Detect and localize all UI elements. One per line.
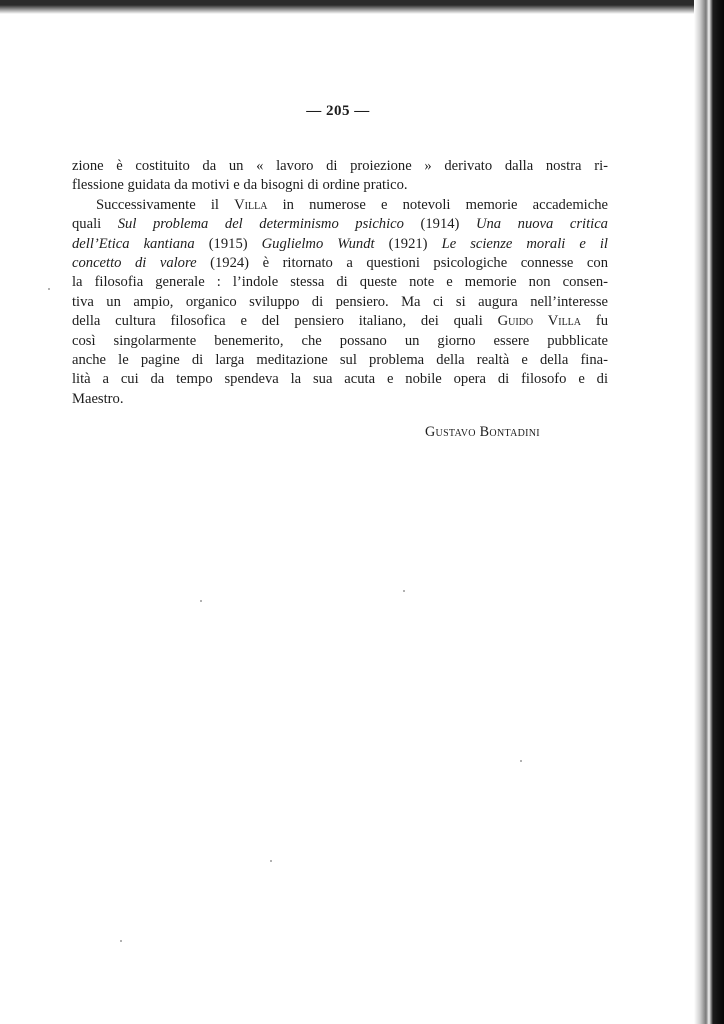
text-line: Successivamente il Villa in numerose e notevoli memorie accademiche <box>96 196 608 213</box>
scan-speck <box>120 940 122 942</box>
text-line: zione è costituito da un « lavoro di proiezione » derivato dalla nostra ri- <box>72 158 608 174</box>
work-title: Sul problema del determinismo psichico <box>117 216 404 233</box>
book-binding-edge <box>694 0 724 1024</box>
page-top-edge <box>0 0 700 14</box>
body-text <box>72 157 608 409</box>
scan-speck <box>48 288 50 290</box>
work-title: Le scienze morali e il <box>441 235 608 252</box>
scan-speck <box>403 590 405 592</box>
author-name: Guido Villa <box>497 313 582 330</box>
text-line: Maestro. <box>72 390 124 407</box>
text-line: tiva un ampio, organico sviluppo di pensiero. Ma ci si augura nell’interesse <box>72 293 608 310</box>
work-title: dell’Etica kantiana <box>72 235 195 252</box>
text-line: anche le pagine di larga meditazione sul problema della realtà e della fina- <box>72 352 608 369</box>
work-title: concetto di valore <box>72 255 197 272</box>
text-line: dell’Etica kantiana (1915) Guglielmo Wundt (1921) Le scienze morali e il <box>72 235 608 252</box>
text-line: la filosofia generale : l’indole stessa di queste note e memorie non consen- <box>72 274 608 291</box>
scan-speck <box>520 760 522 762</box>
scan-speck <box>270 860 272 862</box>
text-line: così singolarmente benemerito, che possano un giorno essere pubblicate <box>72 332 608 349</box>
page-number: — 205 — <box>306 103 370 119</box>
text-line: della cultura filosofica e del pensiero italiano, dei quali Guido Villa fu <box>72 313 608 330</box>
text-line: lità a cui da tempo spendeva la sua acuta e nobile opera di filosofo e di <box>72 371 608 388</box>
work-title: Una nuova critica <box>475 216 608 233</box>
text-line: concetto di valore (1924) è ritornato a questioni psicologiche connesse con <box>72 255 608 272</box>
text-line: flessione guidata da motivi e da bisogni di ordine pratico. <box>72 177 408 194</box>
text-line: quali Sul problema del determinismo psichico (1914) Una nuova critica <box>72 216 608 233</box>
signature: Gustavo Bontadini <box>425 424 540 440</box>
scan-speck <box>200 600 202 602</box>
author-name: Villa <box>234 196 268 213</box>
work-title: Guglielmo Wundt <box>261 235 375 252</box>
